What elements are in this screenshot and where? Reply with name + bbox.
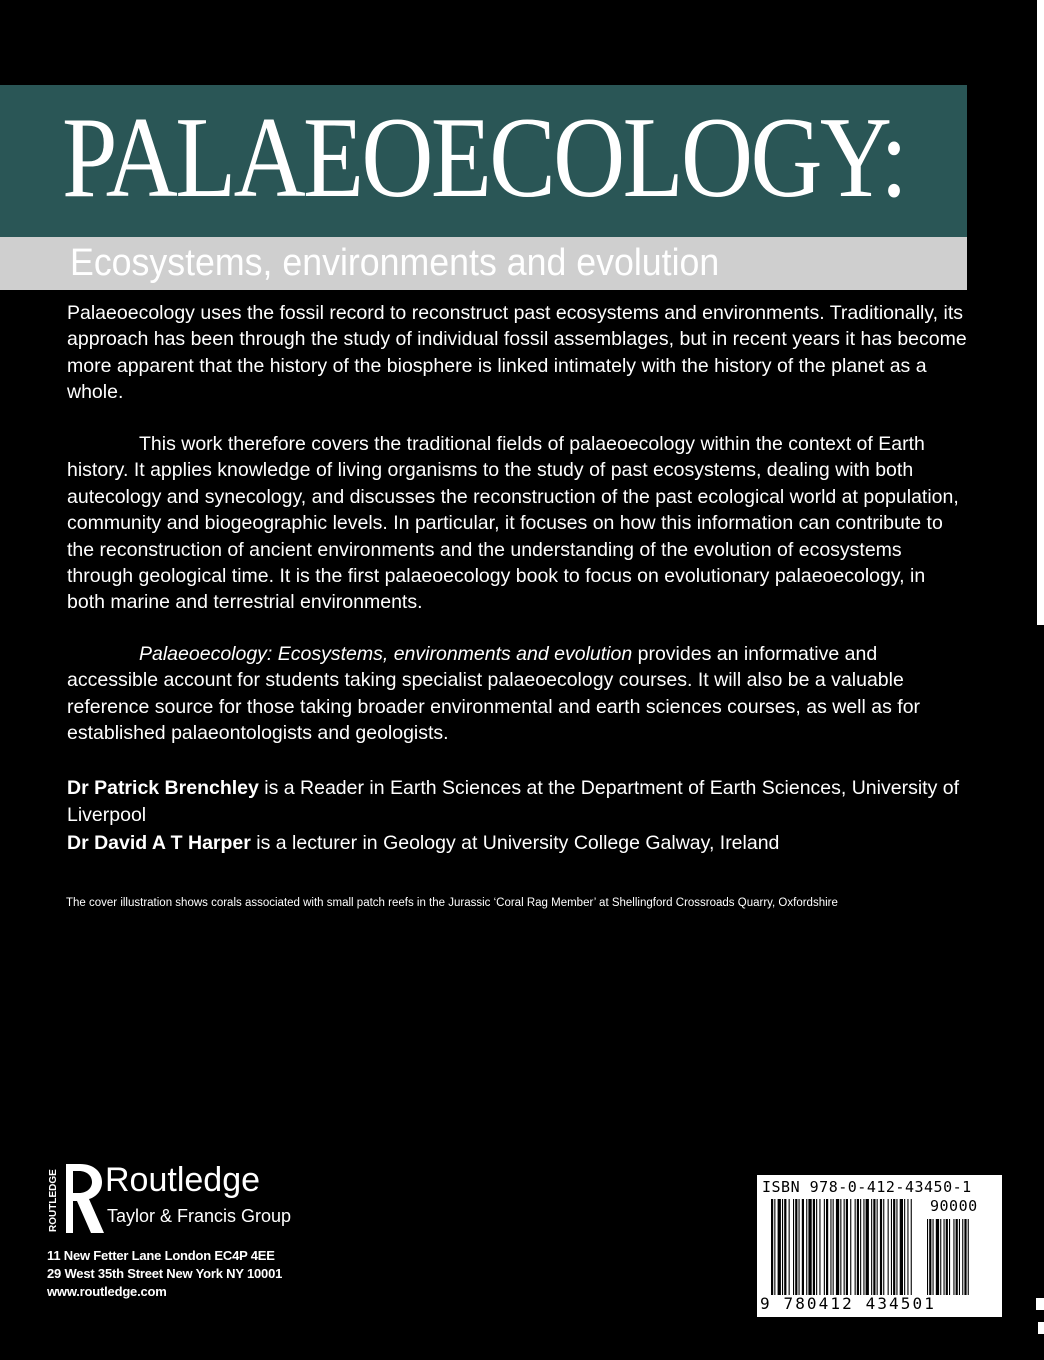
barcode-bar: [933, 1219, 934, 1295]
blurb-paragraph-2: This work therefore covers the traditional fields of palaeoecology within the context of Earth history. It applies knowledge of living organisms to the study of past ecosystems, dealing with both autecology and synecology, and discusses the reconstruction of the past ecological world at population, community and biogeographic levels. In particular, it focuses on how this information can contribute to the reconstruction of ancient environments and the understanding of the evolution of ecosystems through geological time. It is the first palaeoecology book to focus on evolutionary palaeoecology, in both marine and terrestrial environments.: [67, 433, 959, 614]
barcode-bar: [784, 1199, 786, 1295]
barcode-bar: [802, 1199, 804, 1295]
barcode-bar: [808, 1199, 811, 1295]
barcode-bar: [793, 1199, 794, 1295]
book-title-reference: Palaeoecology: Ecosystems, environments and evolution: [139, 643, 633, 665]
barcode-bar: [944, 1219, 945, 1295]
barcode-bar: [813, 1199, 815, 1295]
barcode-bar: [880, 1199, 882, 1295]
barcode-bar: [840, 1199, 841, 1295]
barcode-bar: [774, 1199, 775, 1295]
barcode-bar: [949, 1219, 950, 1295]
barcode-bar: [896, 1199, 897, 1295]
barcode-bar: [871, 1199, 872, 1295]
barcode-bar: [964, 1219, 966, 1295]
ean-number: 9 780412 434501: [760, 1294, 936, 1313]
book-title: PALAEOECOLOGY:: [62, 94, 906, 222]
barcode-bar: [929, 1219, 931, 1295]
barcode-bar: [778, 1199, 781, 1295]
author-description-1: is a Reader in Earth Sciences at the Department of Earth Sciences, University of Liverpool: [67, 777, 960, 826]
barcode-bar: [799, 1199, 800, 1295]
barcode-bar: [795, 1199, 797, 1295]
barcode-bar: [830, 1199, 831, 1295]
cover-illustration-caption: The cover illustration shows corals associated with small patch reefs in the Jurassic ‘Coral Rag Member’ at Shellingford Crossroads Quarry, Oxfordshire: [66, 897, 838, 909]
barcode-bar: [771, 1199, 773, 1295]
barcode-bar: [883, 1199, 884, 1295]
barcode-bar: [866, 1199, 869, 1295]
barcode-bar: [891, 1199, 892, 1295]
barcode-bar: [911, 1199, 912, 1295]
barcode-bar: [857, 1199, 859, 1295]
barcode-bar: [855, 1199, 856, 1295]
publisher-website: www.routledge.com: [47, 1284, 167, 1299]
barcode-bar: [806, 1199, 807, 1295]
barcode-bar: [968, 1219, 969, 1295]
barcode-bar: [824, 1199, 825, 1295]
barcode-bar: [860, 1199, 861, 1295]
address-line-london: 11 New Fetter Lane London EC4P 4EE: [47, 1248, 275, 1263]
barcode-bar: [907, 1199, 908, 1295]
barcode-bar: [816, 1199, 817, 1295]
barcode-bar: [893, 1199, 895, 1295]
book-subtitle: Ecosystems, environments and evolution: [70, 242, 720, 284]
barcode-bar: [833, 1199, 834, 1295]
barcode-bar: [850, 1199, 851, 1295]
barcode-bar: [846, 1199, 848, 1295]
price-code: 90000: [930, 1197, 978, 1215]
edge-mark-icon: [1036, 1298, 1044, 1334]
routledge-vertical-wordmark: ROUTLEDGE: [48, 1169, 59, 1232]
publisher-group: Taylor & Francis Group: [107, 1206, 292, 1226]
barcode-bar: [953, 1219, 954, 1295]
barcode-bar: [789, 1199, 790, 1295]
publisher-name: Routledge: [105, 1161, 261, 1199]
barcode-bar: [900, 1199, 903, 1295]
address-line-new-york: 29 West 35th Street New York NY 10001: [47, 1266, 283, 1281]
barcode-bar: [946, 1219, 948, 1295]
author-bio-1: [67, 775, 967, 829]
author-bio-2: [67, 830, 967, 857]
barcode-bar: [936, 1219, 939, 1295]
barcode-bar: [962, 1219, 963, 1295]
author-description-2: is a lecturer in Geology at University College Galway, Ireland: [250, 832, 780, 854]
barcode-bar: [819, 1199, 820, 1295]
isbn-text: ISBN 978-0-412-43450-1: [762, 1178, 972, 1196]
barcode-bar: [927, 1219, 928, 1295]
barcode-bar: [956, 1219, 958, 1295]
barcode-bar: [782, 1199, 783, 1295]
barcode-bar: [888, 1199, 889, 1295]
barcode-bar: [877, 1199, 878, 1295]
barcode-bar: [904, 1199, 905, 1295]
barcode-bar: [863, 1199, 864, 1295]
blurb-paragraph-3-text: provides an informative and accessible account for students taking specialist palaeoecology courses. It will also be a valuable reference source for those taking broader environmental and earth sciences courses, as well as for established palaeontologists and geologists.: [67, 643, 921, 745]
blurb-paragraph-3: [67, 641, 967, 747]
author-name-1: Dr Patrick Brenchley: [67, 777, 259, 799]
barcode-bar: [959, 1219, 960, 1295]
barcode-bar: [826, 1199, 828, 1295]
spine-edge: [1037, 0, 1044, 625]
author-name-2: Dr David A T Harper: [67, 832, 251, 854]
barcode-bar: [940, 1219, 941, 1295]
barcode-bar: [836, 1199, 839, 1295]
blurb-paragraph-1: Palaeoecology uses the fossil record to reconstruct past ecosystems and environments. Traditionally, its approach has been through the study of individual fossil assemblages, but in recent years it has become more apparent that the history of the biosphere is linked intimately with the history of the planet as a whole.: [67, 302, 967, 404]
barcode-bar: [844, 1199, 845, 1295]
barcode-bar: [873, 1199, 875, 1295]
